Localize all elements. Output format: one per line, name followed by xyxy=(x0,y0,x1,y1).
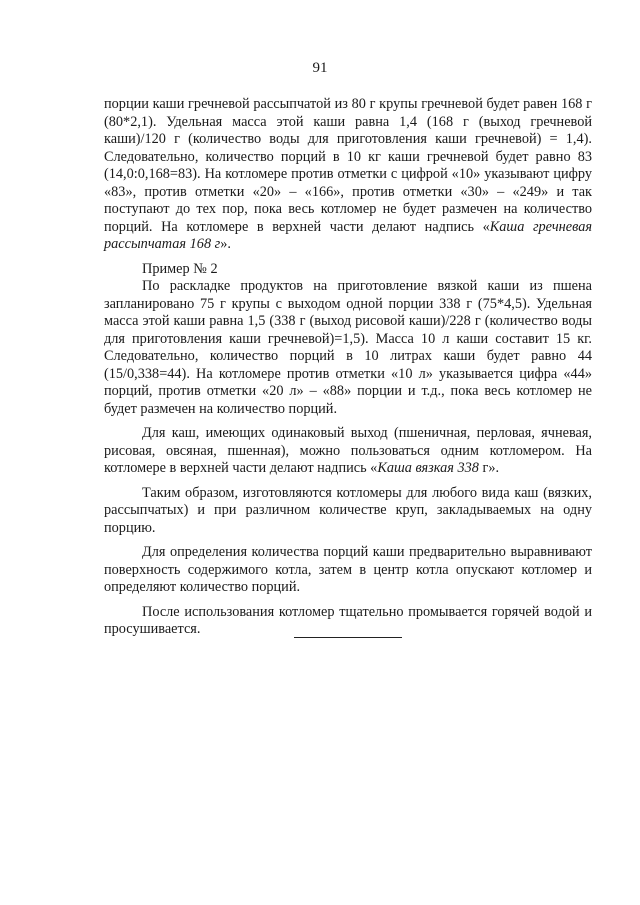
italic-label-text: Каша вязкая 338 xyxy=(377,460,479,476)
paragraph-same-output xyxy=(104,425,592,478)
paragraph-text: порции каши гречневой рассыпчатой из 80 г крупы гречневой будет равен 168 г (80*2,1). Удельная масса этой каши равна 1,4 (168 г (выход гречневой каши)/120 г (количество воды для приготовления каши гречневой) = 1,4). Следовательно, количество порций в 10 кг каши гречневой будет равно 83 (14,0:0,168=83). На котломере против отметки с цифрой «10» указывают цифру «83», против отметки «20» – «166», против отметки «30» – «249» и так поступают до тех пор, пока весь котломер не будет размечен на количество порций. На котломере в верхней части делают надпись « xyxy=(104,96,592,235)
paragraph-text-end: ». xyxy=(220,236,231,252)
page-number: 91 xyxy=(312,60,328,76)
paragraph-text-end: г». xyxy=(478,460,500,476)
document-body xyxy=(104,96,592,646)
paragraph-text: Для каш, имеющих одинаковый выход (пшеничная, перловая, ячневая, рисовая, овсяная, пшенная), можно пользоваться одним котломером. На котломере в верхней части делают надпись « xyxy=(104,425,592,476)
italic-label-text: Каша гречневая рассыпчатая 168 г xyxy=(104,218,593,252)
paragraph-example-2: По раскладке продуктов на приготовление вязкой каши из пшена запланировано 75 г крупы с выходом одной порции 338 г (75*4,5). Удельная масса этой каши равна 1,5 (338 г (выход рисовой каши)/228 г (количество воды для приготовления каши гречневой)=1,5). Масса 10 л каши составит 15 кг. Следовательно, количество порций в 10 литрах каши будет равно 44 (15/0,338=44). На котломере против отметки «10 л» указывается цифра «44» порций, против отметки «20 л» – «88» порции и т.д., пока весь котломер не будет размечен на количество порций. xyxy=(104,278,592,417)
paragraph-measuring: Для определения количества порций каши предварительно выравнивают поверхность содержимого котла, затем в центр котла опускают котломер и определяют количество порций. xyxy=(104,544,592,595)
paragraph-cleaning: После использования котломер тщательно промывается горячей водой и просушивается. xyxy=(104,603,592,637)
paragraph-conclusion: Таким образом, изготовляются котломеры для любого вида каш (вязких, рассыпчатых) и при различном количестве круп, закладываемых на одну порцию. xyxy=(104,484,592,536)
paragraph-continuation xyxy=(104,96,592,254)
end-separator-line xyxy=(294,637,402,638)
example-heading: Пример № 2 xyxy=(142,260,218,277)
